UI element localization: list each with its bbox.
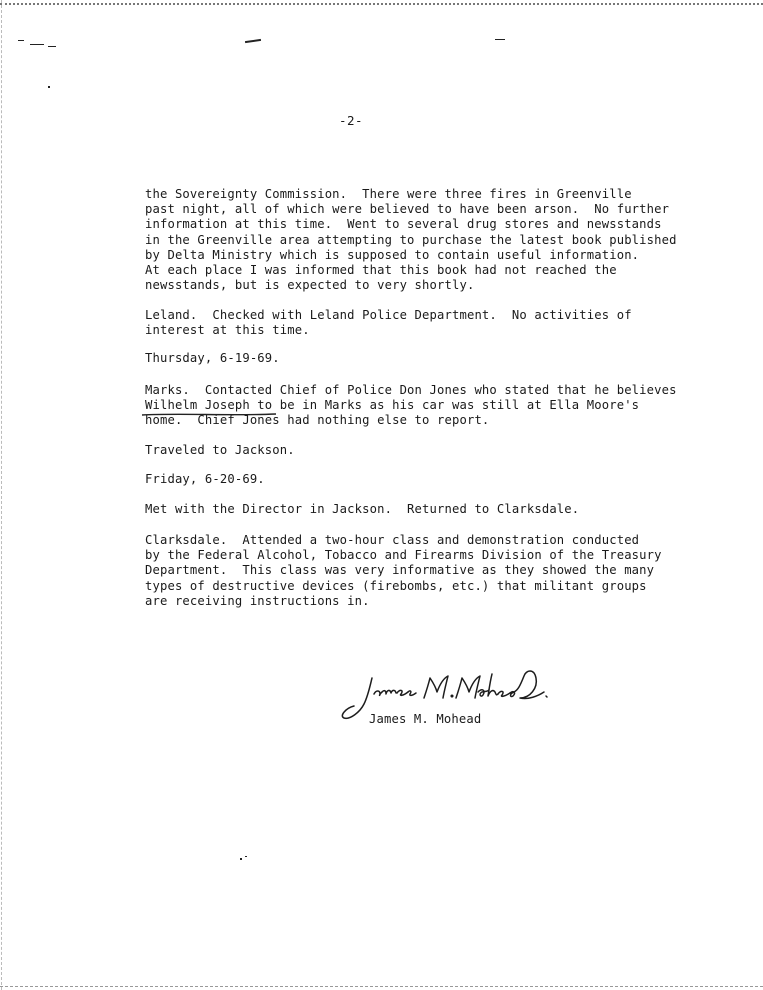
handwritten-underline	[140, 410, 280, 418]
scan-speck	[48, 86, 50, 88]
date-heading-thursday: Thursday, 6-19-69.	[145, 351, 280, 365]
scan-speck	[48, 46, 56, 47]
paragraph-marks: Marks. Contacted Chief of Police Don Jones who stated that he believes Wilhelm Joseph to be in Marks as his car was still at Ella Moore's home. Chief Jones had nothing else to report.	[145, 383, 677, 428]
date-heading-friday: Friday, 6-20-69.	[145, 472, 265, 486]
left-scan-edge	[1, 0, 2, 990]
bottom-scan-edge	[0, 986, 763, 987]
signature-name: James M. Mohead	[369, 712, 482, 726]
paragraph-travel: Traveled to Jackson.	[145, 443, 295, 457]
scan-speck	[18, 40, 24, 41]
scan-speck	[495, 39, 505, 40]
paragraph-director: Met with the Director in Jackson. Returned to Clarksdale.	[145, 502, 580, 516]
scan-speck	[240, 858, 242, 860]
scan-speck	[245, 856, 247, 857]
scan-speck	[30, 44, 44, 45]
top-scan-edge	[0, 3, 763, 5]
page-number: -2-	[339, 113, 364, 128]
paragraph-clarksdale: Clarksdale. Attended a two-hour class and demonstration conducted by the Federal Alcohol, Tobacco and Firearms Division of the Treasury Department. This class was very informative as they showed the many types of destructive devices (firebombs, etc.) that militant groups are receiving instructions in.	[145, 533, 662, 608]
scan-speck	[245, 39, 261, 43]
paragraph-leland: Leland. Checked with Leland Police Department. No activities of interest at this time.	[145, 308, 632, 338]
paragraph-greenville: the Sovereignty Commission. There were three fires in Greenville past night, all of which were believed to have been arson. No further information at this time. Went to several drug stores and newsstands in the Greenville area attempting to purchase the latest book published by Delta Ministry which is supposed to contain useful information. At each place I was informed that this book had not reached the newsstands, but is expected to very shortly.	[145, 187, 677, 293]
